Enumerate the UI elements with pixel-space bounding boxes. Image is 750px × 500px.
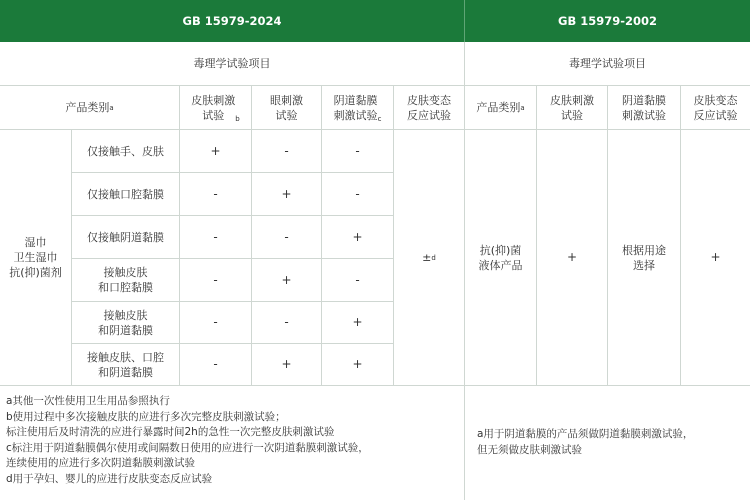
left-col-skin-header: 皮肤刺激 试验 b	[180, 86, 252, 130]
right-col-category-header: 产品类别 a	[465, 86, 537, 130]
left-col-category-header: 产品类别 a	[0, 86, 180, 130]
row-label: 仅接触阴道黏膜	[72, 216, 180, 259]
left-col-eye-header: 眼刺激 试验	[252, 86, 322, 130]
skin-test-value: -	[180, 259, 252, 302]
left-col-skin-label: 皮肤刺激 试验	[191, 93, 236, 122]
right-col-skin-header: 皮肤刺激 试验	[537, 86, 608, 130]
vaginal-test-value: +	[322, 216, 394, 259]
right-allergy-value: +	[681, 130, 750, 386]
skin-test-value: -	[180, 216, 252, 259]
left-standard-header: GB 15979-2024	[0, 0, 465, 42]
right-col-allergy-header: 皮肤变态 反应试验	[681, 86, 750, 130]
right-standard-header: GB 15979-2002	[465, 0, 750, 42]
right-footnotes: a用于阴道黏膜的产品须做阴道黏膜刺激试验， 但无须做皮肤刺激试验	[477, 428, 694, 456]
eye-test-value: +	[252, 344, 322, 386]
row-label: 接触皮肤 和阴道黏膜	[72, 302, 180, 344]
vaginal-test-value: +	[322, 344, 394, 386]
row-label: 仅接触口腔黏膜	[72, 173, 180, 216]
skin-test-value: -	[180, 344, 252, 386]
row-label: 接触皮肤、口腔 和阴道黏膜	[72, 344, 180, 386]
vaginal-test-value: -	[322, 259, 394, 302]
eye-test-value: +	[252, 173, 322, 216]
left-footnotes: a其他一次性使用卫生用品参照执行 b使用过程中多次接触皮肤的应进行多次完整皮肤刺激试验； 标注使用后及时清洗的应进行暴露时间2h的急性一次完整皮肤刺激试验 c标注用于阴道黏膜偶尔使用或间隔数日使用的应进行一次阴道黏膜刺激试验， 连续使用的应进行多次阴道黏膜刺激试验 d用于孕妇、婴儿的应进行皮肤变态反应试验	[0, 386, 465, 500]
skin-test-value: +	[180, 130, 252, 173]
vaginal-test-value: +	[322, 302, 394, 344]
eye-test-value: -	[252, 216, 322, 259]
left-col-vaginal-header: 阴道黏膜 刺激试验 c	[322, 86, 394, 130]
right-col-vaginal-header: 阴道黏膜 刺激试验	[608, 86, 681, 130]
row-label: 仅接触手、皮肤	[72, 130, 180, 173]
vaginal-test-value: -	[322, 130, 394, 173]
left-allergy-value: ± d	[394, 130, 465, 386]
eye-test-value: +	[252, 259, 322, 302]
eye-test-value: -	[252, 130, 322, 173]
right-section-title: 毒理学试验项目	[465, 42, 750, 86]
right-col-category-label: 产品类别	[476, 101, 521, 114]
eye-test-value: -	[252, 302, 322, 344]
product-group-label: 湿巾 卫生湿巾 抗(抑)菌剂	[0, 130, 72, 386]
skin-test-value: -	[180, 302, 252, 344]
left-col-category-label: 产品类别	[65, 101, 110, 114]
row-label: 接触皮肤 和口腔黏膜	[72, 259, 180, 302]
allergy-mark: ±	[422, 251, 432, 264]
left-col-allergy-header: 皮肤变态 反应试验	[394, 86, 465, 130]
skin-test-value: -	[180, 173, 252, 216]
left-section-title: 毒理学试验项目	[0, 42, 465, 86]
right-vaginal-value: 根据用途 选择	[608, 130, 681, 386]
right-skin-value: +	[537, 130, 608, 386]
right-category-value: 抗(抑)菌 液体产品	[465, 130, 537, 386]
vaginal-test-value: -	[322, 173, 394, 216]
left-col-vaginal-label: 阴道黏膜 刺激试验	[333, 93, 378, 122]
